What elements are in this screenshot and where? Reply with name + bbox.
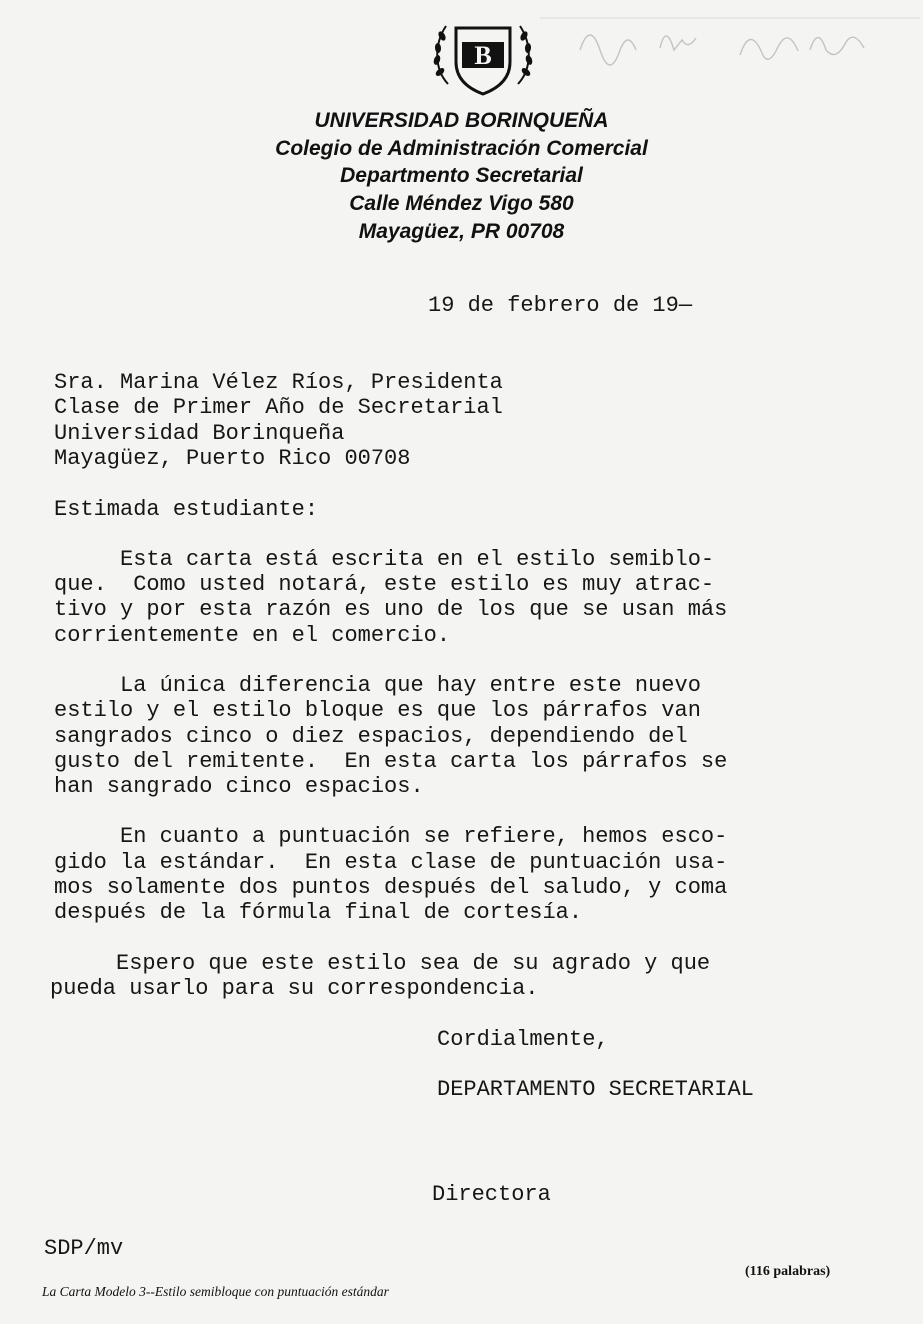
address-line: Universidad Borinqueña (54, 421, 345, 446)
complimentary-close: Cordialmente, (437, 1027, 609, 1052)
body-line: han sangrado cinco espacios. (54, 774, 424, 799)
letter-date: 19 de febrero de 19— (428, 293, 693, 318)
body-line: sangrados cinco o diez espacios, dependiendo del (54, 724, 688, 749)
letterhead-university: UNIVERSIDAD BORINQUEÑA (314, 109, 609, 132)
body-line: estilo y el estilo bloque es que los párrafos van (54, 698, 701, 723)
body-line: corrientemente en el comercio. (54, 623, 451, 648)
figure-caption: La Carta Modelo 3--Estilo semibloque con puntuación estándar (42, 1284, 389, 1299)
address-line: Clase de Primer Año de Secretarial (54, 395, 503, 420)
body-line: En cuanto a puntuación se refiere, hemos esco- (54, 824, 728, 849)
reference-initials: SDP/mv (44, 1236, 124, 1261)
letterhead-college: Colegio de Administración Comercial (275, 137, 648, 160)
salutation: Estimada estudiante: (54, 497, 319, 522)
body-line: que. Como usted notará, este estilo es muy atrac- (54, 572, 715, 597)
letterhead-city: Mayagüez, PR 00708 (358, 220, 565, 243)
department-signature: DEPARTAMENTO SECRETARIAL (437, 1077, 754, 1102)
body-line: pueda usarlo para su correspondencia. (50, 976, 539, 1001)
university-seal-icon (428, 14, 538, 100)
body-line: gusto del remitente. En esta carta los párrafos se (54, 749, 728, 774)
letterhead-street: Calle Méndez Vigo 580 (349, 192, 574, 215)
body-line: mos solamente dos puntos después del saludo, y coma (54, 875, 728, 900)
body-line: Espero que este estilo sea de su agrado y que (50, 951, 711, 976)
body-line: La única diferencia que hay entre este nuevo (54, 673, 701, 698)
signer-title: Directora (432, 1182, 551, 1207)
body-line: gido la estándar. En esta clase de puntuación usa- (54, 850, 728, 875)
body-line: después de la fórmula final de cortesía. (54, 900, 583, 925)
body-line: tivo y por esta razón es uno de los que se usan más (54, 597, 728, 622)
address-line: Sra. Marina Vélez Ríos, Presidenta (54, 370, 503, 395)
handwriting-scribble-icon (540, 0, 920, 80)
seal-letter: B (474, 41, 492, 70)
word-count: (116 palabras) (745, 1264, 831, 1279)
body-line: Esta carta está escrita en el estilo semiblo- (54, 547, 715, 572)
letterhead-department: Departmento Secretarial (340, 164, 583, 187)
address-line: Mayagüez, Puerto Rico 00708 (54, 446, 411, 471)
